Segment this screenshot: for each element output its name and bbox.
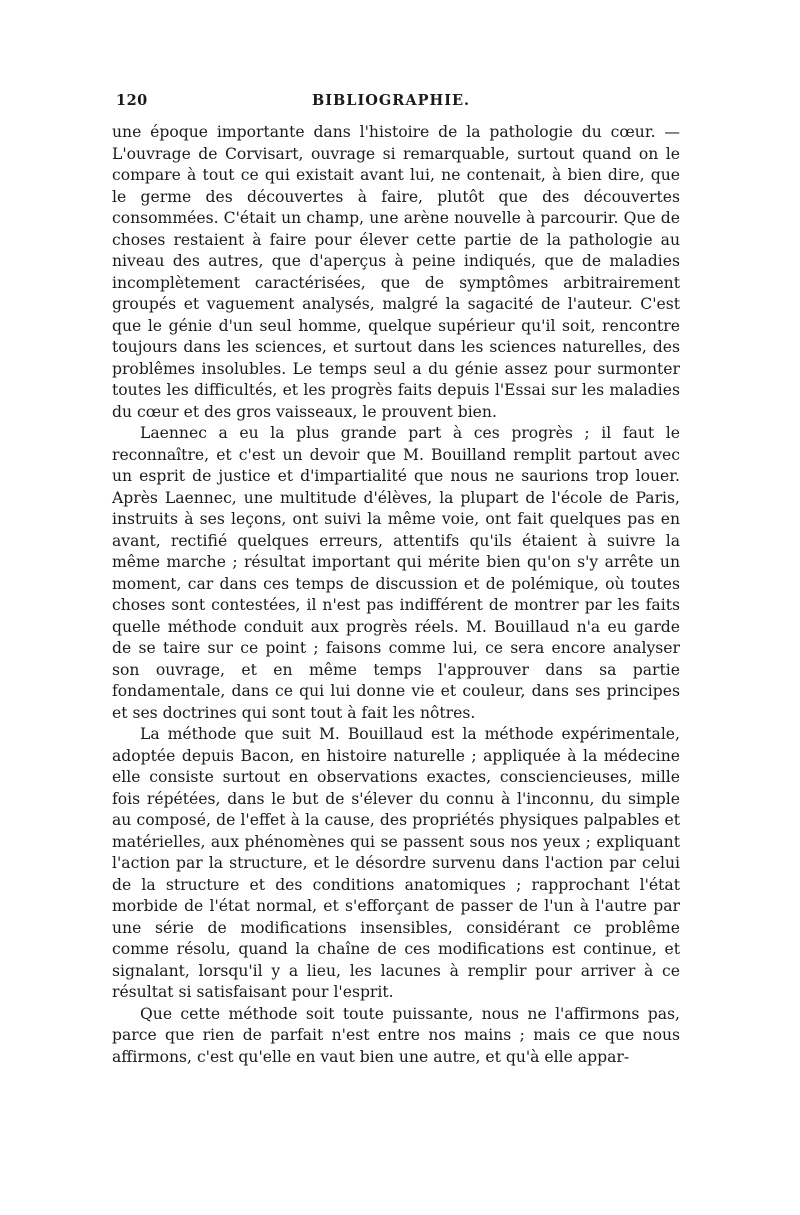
running-title: BIBLIOGRAPHIE. xyxy=(312,92,471,109)
page-number: 120 xyxy=(116,92,148,109)
body-text xyxy=(112,122,680,1068)
running-head xyxy=(112,92,680,122)
book-page xyxy=(112,92,680,1092)
paragraph-1: une époque importante dans l'histoire de la pathologie du cœur. — L'ouvrage de Corvisart, ouvrage si remarquable, surtout quand on le compare à tout ce qui existait avant lui, ne contenait, à bien dire, que le germe des découvertes à faire, plutôt que des découvertes consommées. C'était un champ, une arène nouvelle à parcourir. Que de choses restaient à faire pour élever cette partie de la pathologie au niveau des autres, que d'aperçus à peine indiqués, que de maladies incomplètement caractérisées, que de symptômes arbitrairement groupés et vaguement analysés, malgré la sagacité de l'auteur. C'est que le génie d'un seul homme, quelque supérieur qu'il soit, rencontre toujours dans les sciences, et surtout dans les sciences naturelles, des problêmes insolubles. Le temps seul a du génie assez pour surmonter toutes les difficultés, et les progrès faits depuis l'Essai sur les maladies du cœur et des gros vaisseaux, le prouvent bien. xyxy=(112,123,680,421)
paragraph-4: Que cette méthode soit toute puissante, nous ne l'affirmons pas, parce que rien de parfait n'est entre nos mains ; mais ce que nous affirmons, c'est qu'elle en vaut bien une autre, et qu'à elle appar- xyxy=(112,1004,680,1066)
paragraph-3: La méthode que suit M. Bouillaud est la méthode expérimentale, adoptée depuis Bacon, en histoire naturelle ; appliquée à la médecine elle consiste surtout en observations exactes, consciencieuses, mille fois répétées, dans le but de s'élever du connu à l'inconnu, du simple au composé, de l'effet à la cause, des propriétés physiques palpables et matérielles, aux phénomènes qui se passent sous nos yeux ; expliquant l'action par la structure, et le désordre survenu dans l'action par celui de la structure et des conditions anatomiques ; rapprochant l'état morbide de l'état normal, et s'efforçant de passer de l'un à l'autre par une série de modifications insensibles, considérant ce problême comme résolu, quand la chaîne de ces modifications est continue, et signalant, lorsqu'il y a lieu, les lacunes à remplir pour arriver à ce résultat si satisfaisant pour l'esprit. xyxy=(112,725,680,1001)
paragraph-2: Laennec a eu la plus grande part à ces progrès ; il faut le reconnaître, et c'est un devoir que M. Bouilland remplit partout avec un esprit de justice et d'impartialité que nous ne saurions trop louer. Après Laennec, une multitude d'élèves, la plupart de l'école de Paris, instruits à ses leçons, ont suivi la même voie, ont fait quelques pas en avant, rectifié quelques erreurs, attentifs qu'ils étaient à suivre la même marche ; résultat important qui mérite bien qu'on s'y arrête un moment, car dans ces temps de discussion et de polémique, où toutes choses sont contestées, il n'est pas indifférent de montrer par les faits quelle méthode conduit aux progrès réels. M. Bouillaud n'a eu garde de se taire sur ce point ; faisons comme lui, ce sera encore analyser son ouvrage, et en même temps l'approuver dans sa partie fondamentale, dans ce qui lui donne vie et couleur, dans ses principes et ses doctrines qui sont tout à fait les nôtres. xyxy=(112,424,680,722)
